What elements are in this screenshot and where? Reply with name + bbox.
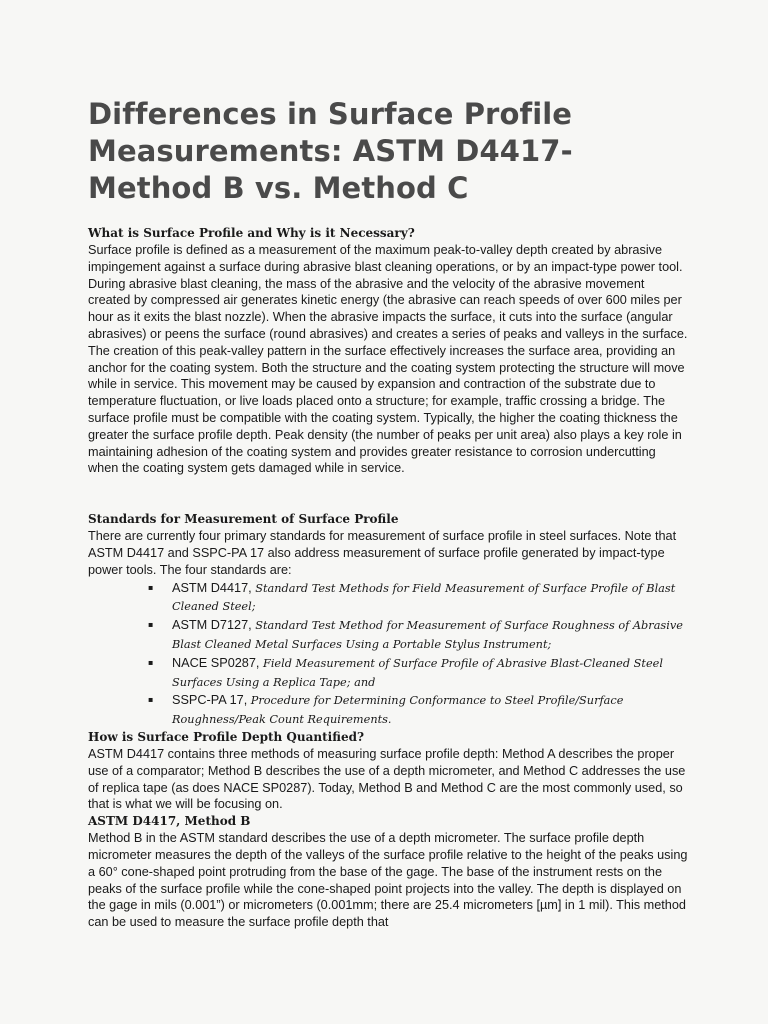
standard-name: ASTM D7127,: [172, 618, 256, 633]
standard-description: Standard Test Methods for Field Measurement of Surface Profile of Blast Cleaned Steel;: [172, 581, 676, 614]
spacer: [88, 477, 688, 511]
list-item: [148, 654, 688, 692]
section-heading-surface-profile: What is Surface Profile and Why is it Necessary?: [88, 226, 415, 240]
bullet-icon: ▪: [148, 695, 154, 705]
standard-name: ASTM D4417,: [172, 580, 256, 595]
document-title: Differences in Surface Profile Measurements: ASTM D4417- Method B vs. Method C: [88, 97, 573, 205]
list-item: [148, 616, 688, 654]
bullet-icon: ▪: [148, 620, 154, 630]
list-item: [148, 579, 688, 617]
section-heading-method-b: ASTM D4417, Method B: [88, 814, 251, 829]
bullet-icon: ▪: [148, 657, 154, 667]
paragraph-peak-valley: The creation of this peak-valley pattern in the surface effectively increases the surface area, providing an anchor for the coating system. Both the structure and the coating system protecting the structure will move while in service. This movement may be caused by expansion and contraction of the substrate due to temperature fluctuation, or live loads placed onto a structure; for example, traffic crossing a bridge. The surface profile must be compatible with the coating system. Typically, the higher the coating thickness the greater the surface profile depth. Peak density (the number of peaks per unit area) also plays a key role in maintaining adhesion of the coating system and provides greater resistance to corrosion undercutting when the coating system gets damaged while in service.: [88, 343, 685, 476]
document-body: [88, 96, 688, 931]
section-heading-quantified: How is Surface Profile Depth Quantified?: [88, 729, 364, 744]
standard-description: Standard Test Method for Measurement of Surface Roughness of Abrasive Blast Cleaned Metal Surfaces Using a Portable Stylus Instrument;: [172, 619, 683, 651]
standard-description: Procedure for Determining Conformance to Steel Profile/Surface Roughness/Peak Count Requirements.: [172, 694, 624, 727]
section-heading-standards: Standards for Measurement of Surface Profile: [88, 512, 399, 527]
standard-name: SSPC-PA 17,: [172, 693, 251, 708]
list-item: [148, 691, 688, 729]
bullet-icon: ▪: [148, 582, 154, 592]
standards-list: [88, 579, 688, 729]
standard-description: Field Measurement of Surface Profile of Abrasive Blast-Cleaned Steel Surfaces Using a Replica Tape; and: [172, 656, 663, 689]
standard-name: NACE SP0287,: [172, 655, 263, 670]
paragraph-definition: Surface profile is defined as a measurement of the maximum peak-to-valley depth created by abrasive impingement against a surface during abrasive blast cleaning operations, or by an impact-type power tool. During abrasive blast cleaning, the mass of the abrasive and the velocity of the abrasive movement created by compressed air generates kinetic energy (the abrasive can reach speeds of over 600 miles per hour as it exits the blast nozzle). When the abrasive impacts the surface, it cuts into the surface (angular abrasives) or peens the surface (round abrasives) and creates a series of peaks and valleys in the surface.: [88, 243, 688, 341]
paragraph-method-b: Method B in the ASTM standard describes the use of a depth micrometer. The surface profile depth micrometer measures the depth of the valleys of the surface profile relative to the height of the peaks using a 60° cone-shaped point protruding from the base of the gage. The base of the instrument rests on the peaks of the surface profile while the cone-shaped point projects into the valley. The depth is displayed on the gage in mils (0.001”) or micrometers (0.001mm; there are 25.4 micrometers [µm] in 1 mil). This method can be used to measure the surface profile depth that: [88, 831, 688, 930]
paragraph-standards-intro: There are currently four primary standards for measurement of surface profile in steel surfaces. Note that ASTM D4417 and SSPC-PA 17 also address measurement of surface profile generated by impact-type power tools. The four standards are:: [88, 529, 677, 577]
paragraph-methods: ASTM D4417 contains three methods of measuring surface profile depth: Method A describes the proper use of a comparator; Method B describes the use of a depth micrometer, and Method C addresses the use of replica tape (as does NACE SP0287). Today, Method B and Method C are the most commonly used, so that is what we will be focusing on.: [88, 746, 686, 812]
